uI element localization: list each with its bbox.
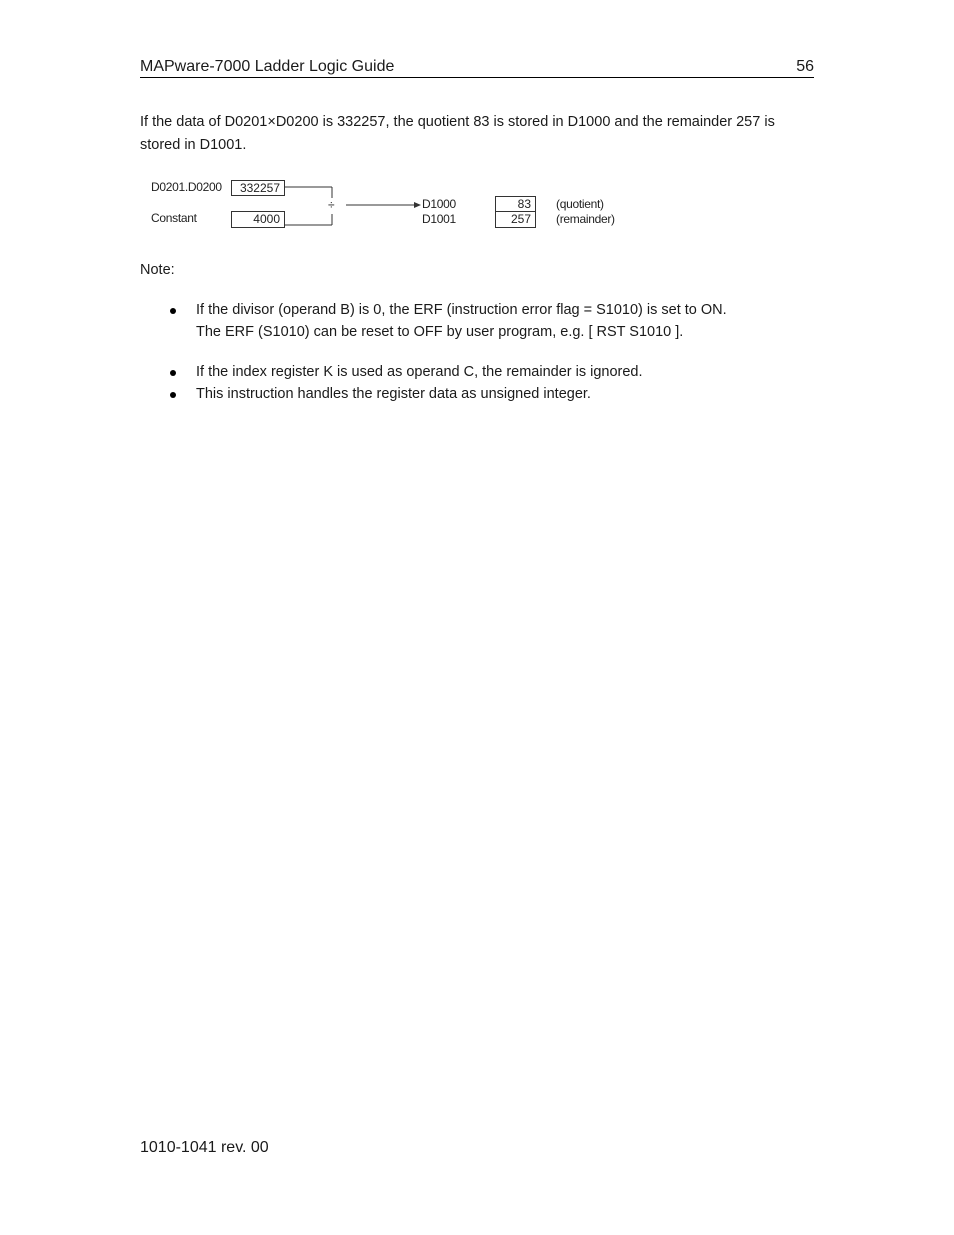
list-item bbox=[140, 383, 800, 405]
dest-quotient-label: D1000 bbox=[422, 197, 456, 211]
division-diagram bbox=[148, 178, 628, 234]
arrow-head-icon bbox=[414, 202, 421, 208]
list-item-text: If the index register K is used as operand C, the remainder is ignored. bbox=[196, 364, 643, 380]
list-item-text: The ERF (S1010) can be reset to OFF by user program, e.g. [ RST S1010 ]. bbox=[196, 324, 684, 340]
bullet-icon bbox=[170, 392, 176, 398]
note-list bbox=[140, 299, 800, 405]
divide-icon: ÷ bbox=[328, 198, 335, 212]
operand-b-label: Constant bbox=[151, 211, 197, 225]
bullet-icon bbox=[170, 308, 176, 314]
list-item bbox=[140, 361, 800, 383]
dest-remainder-label: D1001 bbox=[422, 212, 456, 226]
operand-a-label: D0201.D0200 bbox=[151, 180, 222, 194]
list-item-text: If the divisor (operand B) is 0, the ERF (instruction error flag = S1010) is set to ON. bbox=[196, 302, 727, 318]
operand-b-value: 4000 bbox=[231, 211, 285, 228]
intro-paragraph: If the data of D0201×D0200 is 332257, the quotient 83 is stored in D1000 and the remainder 257 is stored in D1001. bbox=[140, 114, 775, 153]
list-item-text: This instruction handles the register data as unsigned integer. bbox=[196, 386, 591, 402]
quotient-note: (quotient) bbox=[556, 197, 604, 211]
page-header bbox=[140, 56, 814, 78]
note-label: Note: bbox=[140, 262, 175, 278]
page-number: 56 bbox=[796, 58, 814, 75]
operand-a-value: 332257 bbox=[231, 180, 285, 196]
list-item bbox=[140, 299, 800, 343]
remainder-note: (remainder) bbox=[556, 212, 615, 226]
document-title: MAPware-7000 Ladder Logic Guide bbox=[140, 58, 395, 75]
bullet-icon bbox=[170, 370, 176, 376]
quotient-value: 83 bbox=[495, 196, 536, 212]
page-footer: 1010-1041 rev. 00 bbox=[140, 1139, 269, 1156]
remainder-value: 257 bbox=[495, 211, 536, 228]
